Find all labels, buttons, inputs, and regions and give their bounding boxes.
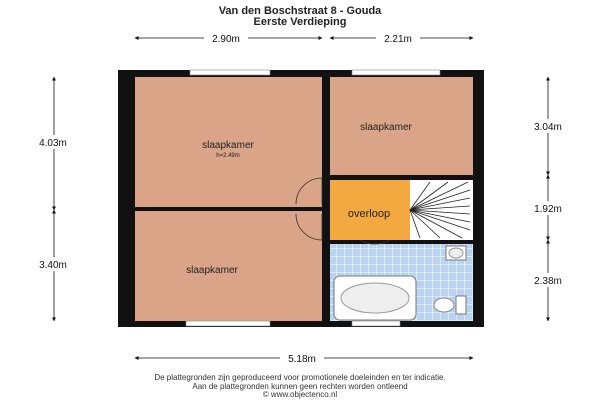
bedroom-1-height: h=2.49m xyxy=(216,153,240,159)
plan-subtitle: Eerste Verdieping xyxy=(253,16,347,28)
bedroom-3-label: slaapkamer xyxy=(360,122,412,133)
disclaimer-line-1: De plattegronden zijn geproduceerd voor promotionele doeleinden en ter indicatie. xyxy=(154,373,446,382)
bedroom-1-label: slaapkamer xyxy=(202,140,254,151)
bathtub xyxy=(334,276,416,320)
dim-left-bottom: 3.40m xyxy=(39,260,67,271)
copyright-link[interactable]: © www.objectenco.nl xyxy=(262,390,338,399)
landing-label: overloop xyxy=(347,208,391,220)
plan-title: Van den Boschstraat 8 - Gouda xyxy=(218,5,382,17)
dim-right-bottom: 2.38m xyxy=(534,276,562,287)
dim-left-top: 4.03m xyxy=(39,138,67,149)
dim-right-middle: 1.92m xyxy=(534,204,562,215)
sink xyxy=(446,246,466,260)
bedroom-2-label: slaapkamer xyxy=(186,265,238,276)
stair-area xyxy=(410,180,473,240)
dim-top-right: 2.21m xyxy=(384,34,412,45)
dim-top-left: 2.90m xyxy=(212,34,240,45)
dim-right-top: 3.04m xyxy=(534,122,562,133)
disclaimer-line-2: Aan de plattegronden kunnen geen rechten worden ontleend xyxy=(192,382,408,391)
dim-bottom-total: 5.18m xyxy=(288,354,316,365)
